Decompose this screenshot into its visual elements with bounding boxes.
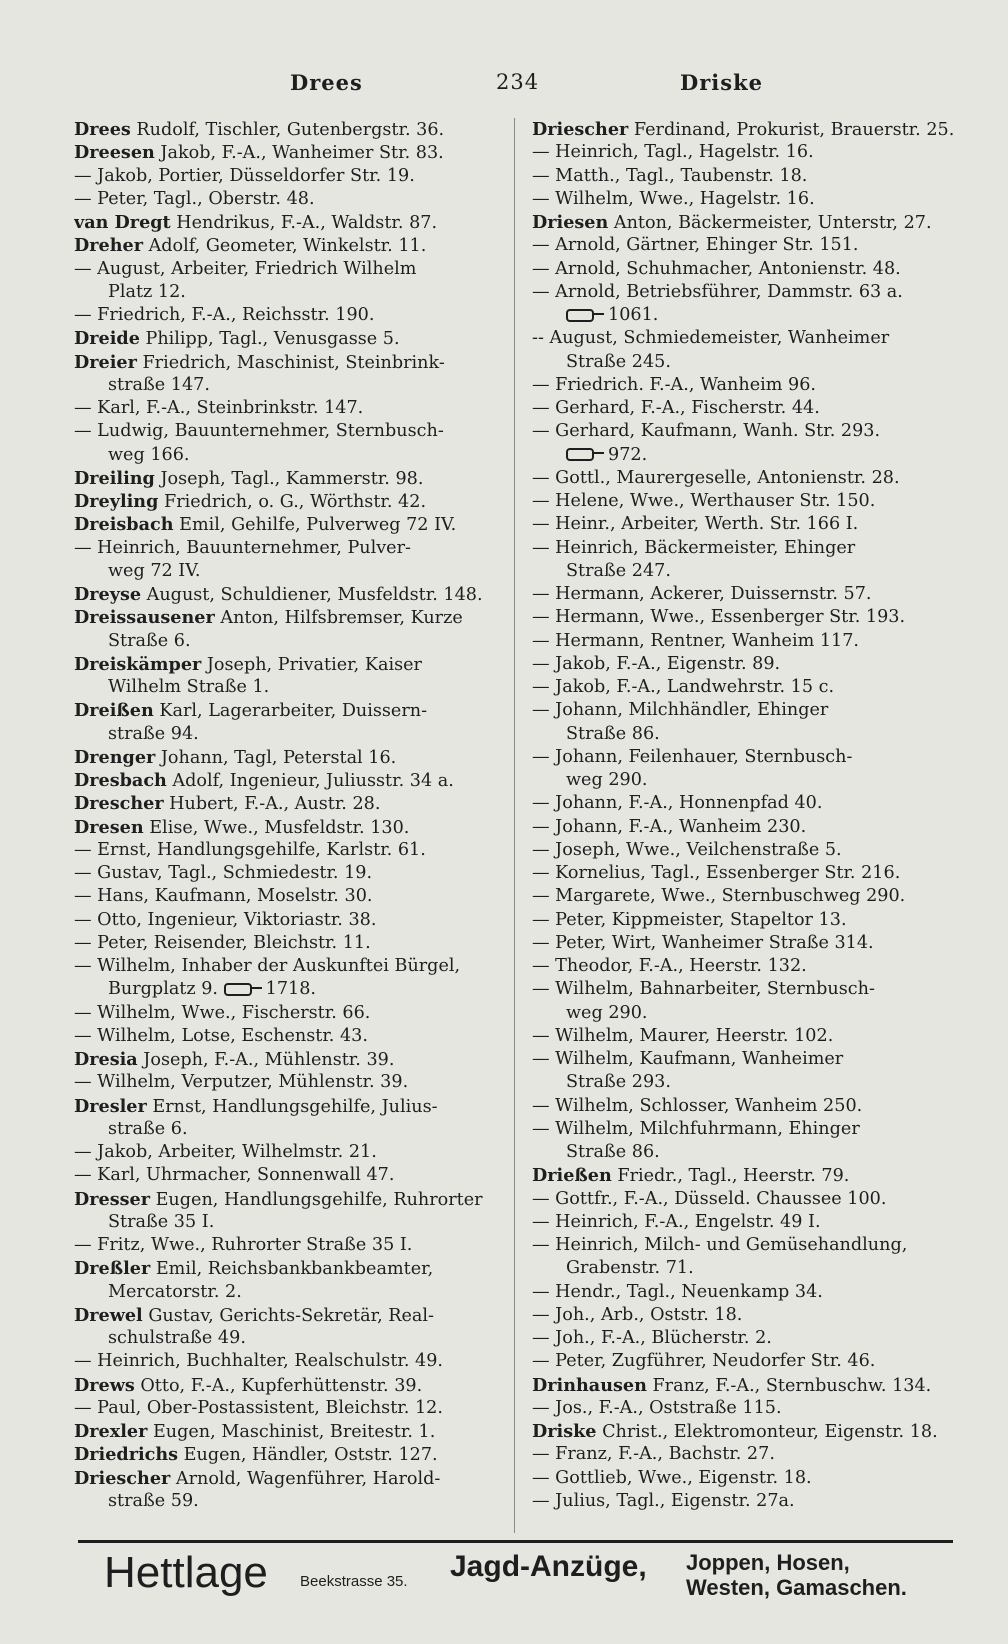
entry-text: — Wilhelm, Wwe., Hagelstr. 16. [532,188,815,209]
entry-text: Grabenstr. 71. [566,1258,694,1279]
directory-line [74,676,504,699]
directory-line [532,351,972,374]
directory-line [74,653,504,676]
directory-line [532,630,972,653]
entry-text: — Gottfr., F.-A., Düsseld. Chaussee 100. [532,1188,887,1209]
directory-line [74,304,504,327]
entry-surname: Dresser [74,1188,150,1210]
directory-line [74,1095,504,1118]
entry-text: Elise, Wwe., Musfeldstr. 130. [143,817,410,838]
directory-line [74,816,504,839]
directory-line [74,1071,504,1094]
directory-line [532,165,972,188]
directory-line [532,188,972,211]
directory-line [532,1397,972,1420]
directory-line [532,1281,972,1304]
entry-text: straße 94. [108,723,199,744]
directory-line [532,932,972,955]
directory-line [532,490,972,513]
entry-text: schulstraße 49. [108,1328,246,1348]
directory-line [74,630,504,653]
directory-line [74,1350,504,1373]
directory-line [532,862,972,885]
entry-surname: Drewel [74,1304,143,1326]
entry-text: weg 72 IV. [108,560,201,581]
entry-text: Eugen, Handlungsgehilfe, Ruhrorter [150,1189,483,1210]
entry-text: — Joh., Arb., Oststr. 18. [532,1304,743,1325]
entry-text: Johann, Tagl, Peterstal 16. [155,747,397,768]
entry-surname: Driescher [532,119,629,140]
directory-line [74,1420,504,1443]
telephone-number: 1718. [265,979,316,1000]
entry-text: — Gottl., Maurergeselle, Antonienstr. 28. [532,467,900,488]
directory-line [74,1443,504,1466]
entry-text: — Kornelius, Tagl., Essenberger Str. 216. [532,863,901,883]
entry-surname: Driedrichs [74,1444,179,1466]
directory-line [532,1071,972,1094]
entry-text: Joseph, Tagl., Kammerstr. 98. [154,468,424,489]
directory-line [74,513,504,536]
entry-text: Jakob, F.-A., Wanheimer Str. 83. [154,143,444,164]
entry-text: — Hendr., Tagl., Neuenkamp 34. [532,1281,823,1302]
directory-line [74,141,504,164]
entry-text: straße 6. [108,1118,188,1139]
page-number: 234 [496,70,540,94]
directory-line [74,444,504,467]
entry-text: — Gottlieb, Wwe., Eigenstr. 18. [532,1467,812,1488]
directory-line [532,397,972,420]
entry-text: — Hermann, Rentner, Wanheim 117. [532,630,860,651]
directory-line [74,1025,504,1048]
directory-line [532,304,972,327]
directory-line [532,1048,972,1071]
directory-line [74,839,504,862]
entry-surname: Dreiskämper [74,653,202,675]
directory-line [532,1002,972,1025]
entry-text: August, Schuldiener, Musfeldstr. 148. [141,585,483,605]
directory-line [74,118,504,141]
entry-text: Karl, Lagerarbeiter, Duissern- [153,701,428,722]
directory-line [74,769,504,792]
directory-line [532,1234,972,1257]
entry-text: — Hermann, Wwe., Essenberger Str. 193. [532,607,906,628]
entry-text: Philipp, Tagl., Venusgasse 5. [139,329,400,350]
entry-text: Friedrich, Maschinist, Steinbrink- [136,352,445,373]
directory-line [74,1002,504,1025]
directory-line [532,699,972,722]
entry-text: — Friedrich. F.-A., Wanheim 96. [532,374,816,395]
directory-line [74,862,504,885]
entry-surname: Dreyling [74,491,159,512]
entry-surname: Dreiling [74,467,155,489]
entry-text: — Johann, Feilenhauer, Sternbusch- [532,746,853,767]
directory-line [532,1420,972,1443]
directory-line [532,792,972,815]
entry-text: — Gustav, Tagl., Schmiedestr. 19. [74,863,373,883]
directory-line [74,537,504,560]
left-column [74,118,504,1513]
directory-line [74,490,504,513]
entry-text: — Heinrich, Bäckermeister, Ehinger [532,537,856,558]
entry-text: Wilhelm Straße 1. [108,677,270,697]
directory-line [74,165,504,188]
entry-text: — Jakob, Portier, Düsseldorfer Str. 19. [74,165,415,186]
entry-text: — Wilhelm, Bahnarbeiter, Sternbusch- [532,979,875,1000]
directory-line [74,258,504,281]
directory-line [532,211,972,234]
entry-text: — Fritz, Wwe., Ruhrorter Straße 35 I. [74,1235,413,1255]
directory-line [74,188,504,211]
entry-surname: Dresbach [74,770,167,791]
directory-line [74,1048,504,1071]
directory-line [74,909,504,932]
entry-text: Mercatorstr. 2. [108,1281,242,1302]
entry-text: straße 59. [108,1490,199,1511]
directory-line [532,1374,972,1397]
directory-line [532,839,972,862]
right-column [532,118,972,1513]
entry-text: — Heinrich, Bauunternehmer, Pulver- [74,537,411,558]
entry-text: Gustav, Gerichts-Sekretär, Real- [142,1305,434,1326]
entry-text: Straße 86. [566,1142,660,1162]
column-divider [514,118,515,1533]
entry-text: — Margarete, Wwe., Sternbuschweg 290. [532,886,906,907]
entry-text: — Paul, Ober-Postassistent, Bleichstr. 12. [74,1397,443,1418]
directory-line [532,978,972,1001]
entry-text: — Joh., F.-A., Blücherstr. 2. [532,1328,772,1348]
directory-line [74,1164,504,1187]
entry-text: — Karl, F.-A., Steinbrinkstr. 147. [74,398,364,418]
entry-text: — Johann, F.-A., Honnenpfad 40. [532,793,823,814]
entry-text: -- August, Schmiedemeister, Wanheimer [532,328,890,349]
entry-surname: Drexler [74,1421,148,1442]
running-head-left: Drees [290,70,363,95]
directory-line [532,374,972,397]
entry-text: Arnold, Wagenführer, Harold- [170,1468,441,1489]
entry-surname: Dreißen [74,700,154,722]
entry-text: Adolf, Ingenieur, Juliusstr. 34 a. [166,771,454,791]
directory-line [74,955,504,978]
entry-text: — Heinr., Arbeiter, Werth. Str. 166 I. [532,514,859,535]
directory-line [532,583,972,606]
directory-line [74,1374,504,1397]
entry-surname: Dreier [74,351,137,373]
telephone-icon [566,309,594,322]
directory-line [532,676,972,699]
entry-text: Burgplatz 9. [108,979,219,1000]
directory-line [74,234,504,257]
advertisement-street: Beekstrasse 35. [300,1573,408,1590]
entry-surname: Driske [532,1421,597,1442]
entry-text: Otto, F.-A., Kupferhüttenstr. 39. [134,1375,423,1396]
entry-text: Straße 6. [108,630,191,651]
directory-line [74,327,504,350]
entry-text: Friedr., Tagl., Heerstr. 79. [611,1166,850,1187]
directory-line [532,1350,972,1373]
entry-surname: Dresia [74,1049,138,1070]
directory-line [74,281,504,304]
directory-line [532,1118,972,1141]
directory-line [532,281,972,304]
entry-text: Franz, F.-A., Sternbuschw. 134. [646,1375,932,1396]
entry-text: weg 166. [108,444,190,465]
entry-text: Joseph, F.-A., Mühlenstr. 39. [137,1050,395,1070]
directory-line [532,885,972,908]
entry-text: — Johann, F.-A., Wanheim 230. [532,816,807,837]
entry-text: — Heinrich, F.-A., Engelstr. 49 I. [532,1211,821,1232]
entry-surname: Driesen [532,212,609,233]
directory-line [74,1188,504,1211]
entry-text: — Johann, Milchhändler, Ehinger [532,700,829,721]
entry-surname: Dreher [74,235,143,257]
directory-line [532,1304,972,1327]
entry-surname: Dreesen [74,142,155,164]
entry-text: — Gerhard, F.-A., Fischerstr. 44. [532,398,820,418]
entry-surname: Drees [74,119,131,140]
directory-line [74,583,504,606]
directory-line [74,723,504,746]
directory-line [74,1467,504,1490]
entry-text: Straße 245. [566,351,671,372]
entry-surname: Dresen [74,816,144,838]
directory-line [532,1327,972,1350]
entry-text: — Friedrich, F.-A., Reichsstr. 190. [74,305,375,325]
advertisement-items [686,1550,907,1600]
entry-text: straße 147. [108,374,210,395]
entry-text: weg 290. [566,1002,648,1023]
entry-text: — Peter, Zugführer, Neudorfer Str. 46. [532,1351,876,1372]
directory-line [532,955,972,978]
entry-text: Joseph, Privatier, Kaiser [201,654,422,675]
entry-text: — Heinrich, Milch- und Gemüsehandlung, [532,1235,908,1255]
directory-line [532,1164,972,1187]
directory-line [532,234,972,257]
directory-line [74,606,504,629]
directory-line [532,327,972,350]
directory-line [532,1443,972,1466]
entry-surname: Driescher [74,1467,171,1489]
entry-text: Eugen, Maschinist, Breitestr. 1. [147,1422,436,1442]
entry-text: — Ludwig, Bauunternehmer, Sternbusch- [74,421,444,442]
entry-text: Friedrich, o. G., Wörthstr. 42. [158,492,427,512]
directory-line [532,769,972,792]
entry-text: Anton, Bäckermeister, Unterstr, 27. [608,213,932,233]
directory-line [532,1257,972,1280]
directory-line [532,1467,972,1490]
entry-text: — Wilhelm, Schlosser, Wanheim 250. [532,1095,863,1116]
entry-text: — Jakob, Arbeiter, Wilhelmstr. 21. [74,1142,377,1162]
entry-text: Anton, Hilfsbremser, Kurze [214,608,463,629]
entry-text: Eugen, Händler, Oststr. 127. [178,1445,438,1466]
entry-surname: Drießen [532,1165,612,1187]
advertisement-items-line2: Westen, Gamaschen. [686,1575,907,1600]
directory-line [74,374,504,397]
entry-text: Hendrikus, F.-A., Waldstr. 87. [170,213,438,233]
directory-line [532,1141,972,1164]
directory-line [74,1118,504,1141]
entry-text: — Arnold, Schuhmacher, Antonienstr. 48. [532,258,901,279]
entry-text: — Heinrich, Tagl., Hagelstr. 16. [532,142,814,163]
entry-surname: Dresler [74,1095,147,1117]
directory-line [532,1025,972,1048]
entry-text: — Gerhard, Kaufmann, Wanh. Str. 293. [532,421,881,442]
entry-surname: Dreissausener [74,607,215,629]
entry-text: — Jakob, F.-A., Landwehrstr. 15 c. [532,677,835,697]
entry-text: — Hans, Kaufmann, Moselstr. 30. [74,886,373,907]
entry-text: — Arnold, Gärtner, Ehinger Str. 151. [532,235,859,256]
directory-line [74,1257,504,1280]
entry-text: — Wilhelm, Milchfuhrmann, Ehinger [532,1118,860,1139]
entry-text: weg 290. [566,770,648,790]
entry-text: — Wilhelm, Maurer, Heerstr. 102. [532,1025,834,1046]
entry-text: — Peter, Wirt, Wanheimer Straße 314. [532,932,874,953]
entry-text: — Theodor, F.-A., Heerstr. 132. [532,956,807,976]
entry-text: Straße 86. [566,723,660,744]
entry-text: Hubert, F.-A., Austr. 28. [163,794,381,815]
entry-text: — Wilhelm, Kaufmann, Wanheimer [532,1049,844,1069]
directory-line [532,1095,972,1118]
directory-line [532,653,972,676]
directory-line [74,420,504,443]
directory-line [74,1141,504,1164]
entry-text: — Wilhelm, Verputzer, Mühlenstr. 39. [74,1072,409,1093]
entry-surname: Dreide [74,328,140,350]
directory-line [532,560,972,583]
directory-line [74,211,504,234]
directory-line [532,513,972,536]
entry-text: Straße 247. [566,560,671,581]
directory-line [74,978,504,1001]
advertisement-rule [78,1540,953,1543]
directory-line [532,606,972,629]
directory-line [532,816,972,839]
entry-surname: Dreßler [74,1258,151,1280]
directory-line [532,746,972,769]
entry-text: Christ., Elektromonteur, Eigenstr. 18. [596,1422,938,1442]
entry-text: — Matth., Tagl., Taubenstr. 18. [532,165,808,186]
running-head-right: Driske [680,70,763,95]
entry-text: — Jakob, F.-A., Eigenstr. 89. [532,653,781,674]
directory-line [74,792,504,815]
entry-text: — Peter, Reisender, Bleichstr. 11. [74,932,371,953]
directory-line [532,258,972,281]
directory-line [532,1211,972,1234]
directory-line [74,1397,504,1420]
directory-line [74,1211,504,1234]
entry-text: — Karl, Uhrmacher, Sonnenwall 47. [74,1165,395,1186]
directory-line [74,1281,504,1304]
entry-text: — Wilhelm, Lotse, Eschenstr. 43. [74,1025,368,1046]
entry-text: Platz 12. [108,281,186,302]
directory-line [532,467,972,490]
entry-text: — Peter, Tagl., Oberstr. 48. [74,188,315,209]
directory-line [74,560,504,583]
entry-text: — Peter, Kippmeister, Stapeltor 13. [532,909,847,930]
directory-line [74,397,504,420]
entry-text: — Jos., F.-A., Oststraße 115. [532,1397,782,1418]
directory-line [532,1490,972,1513]
directory-line [74,1234,504,1257]
entry-text: — Wilhelm, Inhaber der Auskunftei Bürgel, [74,956,461,976]
entry-surname: Dreyse [74,584,142,605]
telephone-icon [566,448,594,461]
advertisement-items-line1: Joppen, Hosen, [686,1550,850,1575]
directory-line [74,746,504,769]
entry-text: — Franz, F.-A., Bachstr. 27. [532,1444,775,1465]
entry-text: — August, Arbeiter, Friedrich Wilhelm [74,258,417,279]
advertisement-company: Hettlage [104,1548,268,1597]
entry-text: — Joseph, Wwe., Veilchenstraße 5. [532,839,842,860]
entry-text: — Wilhelm, Wwe., Fischerstr. 66. [74,1002,371,1023]
telephone-icon [224,983,252,996]
entry-surname: Dreisbach [74,514,174,536]
directory-line [74,699,504,722]
entry-text: — Julius, Tagl., Eigenstr. 27a. [532,1490,795,1511]
directory-line [74,1304,504,1327]
entry-surname: Drews [74,1374,135,1396]
entry-text: Straße 293. [566,1072,671,1093]
entry-text: Rudolf, Tischler, Gutenbergstr. 36. [130,120,445,140]
directory-line [532,723,972,746]
directory-line [74,885,504,908]
directory-line [532,141,972,164]
directory-line [74,1327,504,1350]
entry-text: — Ernst, Handlungsgehilfe, Karlstr. 61. [74,839,426,860]
entry-text: — Arnold, Betriebsführer, Dammstr. 63 a. [532,281,903,302]
directory-line [74,1490,504,1513]
directory-line [74,467,504,490]
directory-line [532,118,972,141]
entry-text: — Helene, Wwe., Werthauser Str. 150. [532,491,876,511]
entry-text: Adolf, Geometer, Winkelstr. 11. [142,236,427,257]
entry-surname: Drescher [74,793,164,815]
telephone-number: 1061. [608,305,659,325]
directory-line [532,909,972,932]
entry-text: Straße 35 I. [108,1211,215,1232]
entry-text: — Hermann, Ackerer, Duissernstr. 57. [532,584,872,604]
entry-text: Emil, Reichsbankbankbeamter, [150,1259,434,1280]
advertisement-product: Jagd-Anzüge, [450,1550,647,1583]
directory-line [74,932,504,955]
entry-surname: Drenger [74,746,156,768]
directory-line [532,1188,972,1211]
entry-text: Ernst, Handlungsgehilfe, Julius- [146,1096,438,1117]
entry-text: Emil, Gehilfe, Pulverweg 72 IV. [173,515,457,536]
entry-surname: van Dregt [74,212,171,233]
directory-line [532,444,972,467]
directory-line [532,537,972,560]
telephone-number: 972. [608,444,648,465]
directory-line [532,420,972,443]
directory-line [74,351,504,374]
entry-text: Ferdinand, Prokurist, Brauerstr. 25. [628,120,955,140]
entry-text: — Heinrich, Buchhalter, Realschulstr. 49. [74,1351,444,1372]
entry-surname: Drinhausen [532,1374,647,1396]
entry-text: — Otto, Ingenieur, Viktoriastr. 38. [74,909,377,930]
